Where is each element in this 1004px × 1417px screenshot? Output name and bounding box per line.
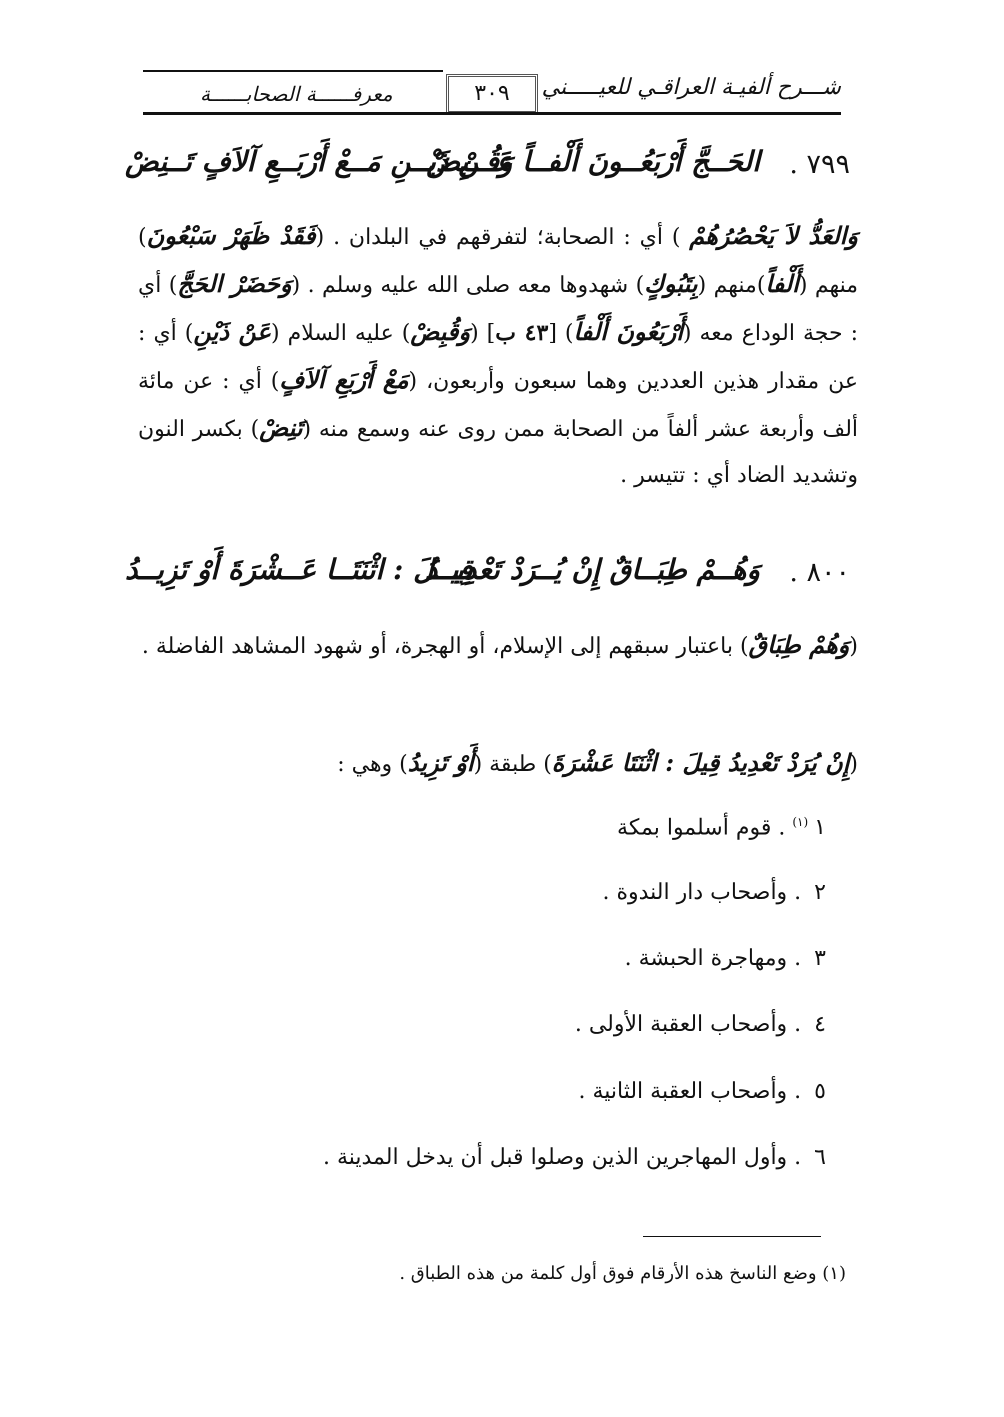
commentary-paragraph-2: (وَهُمْ طِبَاقٌ) باعتبار سبقهم إلى الإسلام، أو الهجرة، أو شهود المشاهد الفاضلة .	[141, 630, 858, 659]
list-item-text: . وأصحاب دار الندوة .	[602, 880, 802, 905]
commentary-paragraph-3: (إِنْ يُرَدْ تَعْدِيدُ قِيلَ : اثْنَتَا عَشْرَةَ) طبقة (أَوْ تَزِيدُ) وهي :	[337, 748, 858, 777]
quoted-keyword: وَهُمْ طِبَاقٌ	[748, 630, 850, 659]
header-book-title: شـــرح ألفيـة العراقـي للعيـــــني	[541, 75, 841, 100]
quoted-keyword: وَحَضَرْ الحَجَّ	[177, 269, 292, 298]
page-number: ٣٠٩	[474, 81, 510, 106]
list-item-text: . وأصحاب العقبة الأولى .	[574, 1012, 802, 1037]
header-rule-top	[143, 70, 443, 72]
list-item	[617, 815, 826, 840]
commentary-text: بكسر النون وتشديد الضاد أي : تتيسر .	[138, 417, 858, 488]
list-item-text: . ومهاجرة الحبشة .	[624, 946, 802, 971]
list-item-text: . وأصحاب العقبة الثانية .	[578, 1079, 802, 1104]
list-item-text: . قوم أسلموا بمكة	[617, 815, 786, 841]
header-rule-bottom	[143, 112, 841, 115]
commentary-text: أي : الصحابة؛ لتفرقهم في البلدان .	[333, 225, 663, 250]
verse-number: ٧٩٩ .	[789, 149, 850, 180]
quoted-keyword: أَلْفاً	[765, 269, 799, 298]
commentary-text: باعتبار سبقهم إلى الإسلام، أو الهجرة، أو شهود المشاهد الفاضلة .	[141, 634, 733, 659]
quoted-keyword: أَرْبَعُونَ أَلْفاً	[573, 317, 683, 346]
commentary-text: أي : عن مائة ألف وأربعة عشر ألفاً من الصحابة ممن روى عنه وسمع منه	[138, 369, 859, 442]
list-item-number: ٦	[814, 1145, 826, 1170]
footnote: (١) وضع الناسخ هذه الأرقام فوق أول كلمة من هذه الطباق .	[399, 1263, 846, 1284]
quoted-keyword: تَنِضْ	[259, 413, 303, 442]
list-item-number: ٣	[814, 946, 826, 971]
commentary-text: أي : حجة الوداع معه	[138, 273, 859, 346]
commentary-text: طبقة	[489, 752, 537, 777]
quoted-keyword: فَقَدْ ظَهَرْ سَبْعُونَ	[146, 221, 316, 250]
verse-800	[125, 553, 850, 599]
quoted-keyword: مَعْ أَرْبَعِ آلاَفٍ	[279, 365, 409, 394]
list-item	[578, 1079, 826, 1104]
verse-hemistich-second: عَــنْ ذَيْــنِ مَــعْ أَرْبَــعِ آلاَفٍ تَــنِضْ	[125, 145, 513, 178]
list-item-number: ٥	[814, 1079, 826, 1104]
list-item	[323, 1145, 826, 1170]
quoted-keyword: وَقُبِضْ	[410, 317, 471, 346]
verse-number: ٨٠٠ .	[789, 557, 850, 588]
page-number-box	[446, 74, 538, 114]
commentary-text: منهم	[713, 273, 757, 298]
quoted-keyword: وَالعَدُّ لاَ يَحْصُرُهُمْ	[689, 221, 859, 250]
list-item-number: ١	[814, 815, 826, 841]
list-item-number: ٢	[814, 880, 826, 905]
commentary-text: أي : عن مقدار هذين العددين وهما سبعون وأربعون،	[138, 321, 858, 394]
quoted-keyword: عَنْ ذَيْنِ	[193, 317, 272, 346]
list-item	[575, 1012, 826, 1037]
list-item	[602, 880, 826, 905]
commentary-paragraph-1: وَالعَدُّ لاَ يَحْصُرُهُمْ ) أي : الصحابة؛ لتفرقهم في البلدان . (فَقَدْ ظَهَرْ سَبْعُونَ) منهم (أَلْفاً)منهم (بِتَبُوكٍ) شهدوها معه صلى الله عليه وسلم . (وَحَضَرْ الحَجَّ) أي : حجة الوداع معه (أَرْبَعُونَ أَلْفاً) [٤٣ ب] (وَقُبِضْ) عليه السلام (عَنْ ذَيْنِ) أي : عن مقدار هذين العددين وهما سبعون وأربعون، (مَعْ أَرْبَعِ آلاَفٍ) أي : عن مائة ألف وأربعة عشر ألفاً من الصحابة ممن روى عنه وسمع منه (تَنِضْ) بكسر النون وتشديد الضاد أي : تتيسر .	[138, 221, 859, 488]
list-item-number: ٤	[814, 1012, 826, 1037]
header-chapter-title: معرفــــــة الصحابــــــة	[200, 82, 393, 106]
footnote-ref: (١)	[792, 815, 809, 829]
commentary-text: منهم	[814, 273, 859, 298]
quoted-keyword: بِتَبُوكٍ	[644, 269, 698, 298]
verse-hemistich-first: الحَــجَّ أَرْبَعُــونَ أَلْفــاً وَقُــبِضْ	[426, 145, 760, 178]
verse-799	[125, 145, 850, 191]
verse-hemistich-second: قِيــلَ : اثْنَتَــا عَــشْرَةَ أَوْ تَزِيــدُ	[125, 553, 473, 586]
quoted-keyword: أَوْ تَزِيدُ	[407, 748, 474, 777]
list-item-text: . وأول المهاجرين الذين وصلوا قبل أن يدخل المدينة .	[322, 1145, 802, 1170]
footnote-separator	[643, 1236, 821, 1237]
quoted-keyword: إِنْ يُرَدْ تَعْدِيدُ قِيلَ : اثْنَتَا عَشْرَةَ	[551, 748, 850, 777]
commentary-text: وهي :	[337, 752, 393, 777]
list-item	[625, 946, 826, 971]
verse-hemistich-first: وَهُــمْ طِبَــاقٌ إِنْ يُــرَدْ تَعْدِيــدُ	[424, 553, 760, 586]
commentary-text: عليه السلام	[287, 321, 394, 346]
folio-marker: ٤٣ ب	[495, 320, 549, 346]
commentary-text: شهدوها معه صلى الله عليه وسلم .	[307, 273, 629, 298]
